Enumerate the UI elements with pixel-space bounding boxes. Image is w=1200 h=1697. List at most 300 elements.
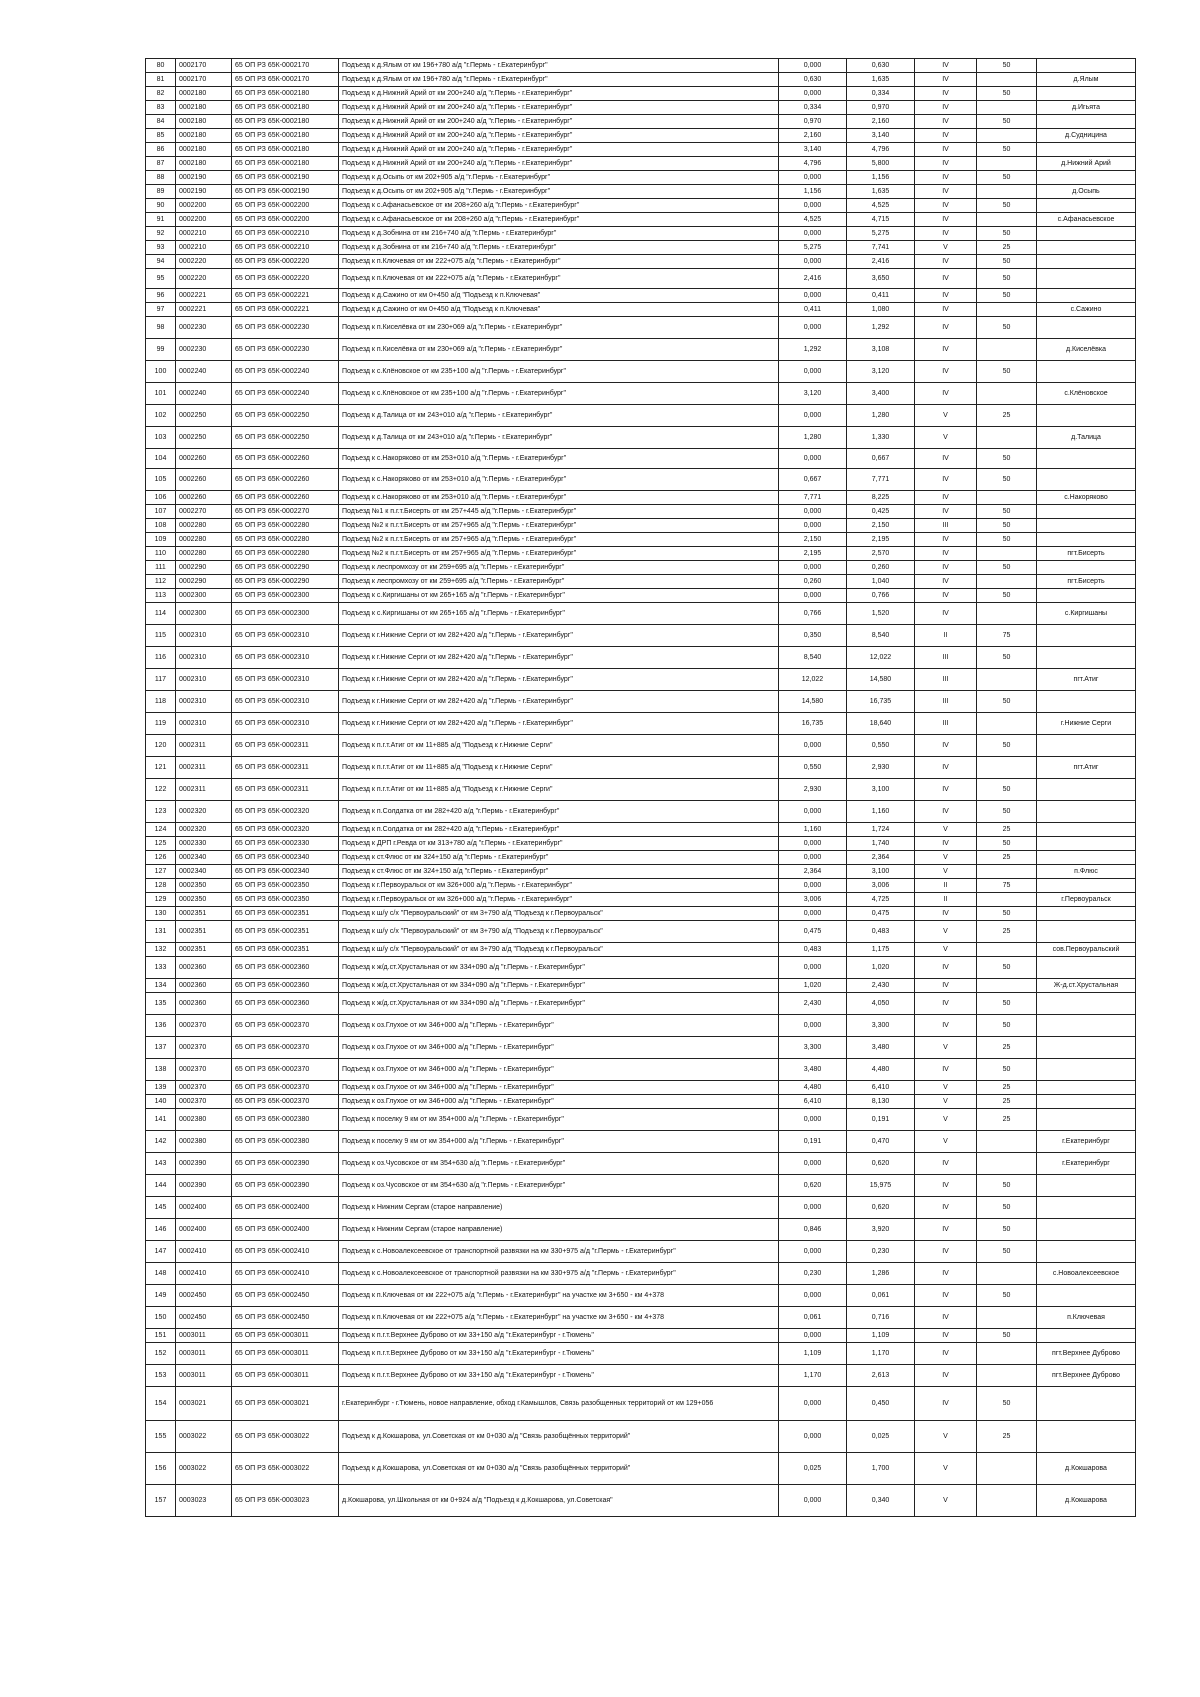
settlement-cell	[1037, 1197, 1136, 1219]
speed-limit-cell: 50	[977, 533, 1037, 547]
speed-limit-cell: 50	[977, 801, 1037, 823]
road-name-cell: Подъезд к д.Ялым от км 196+780 а/д "г.Пермь - г.Екатеринбург"	[339, 73, 779, 87]
road-code-cell: 65 ОП РЗ 65К-0002350	[232, 893, 339, 907]
road-name-cell: Подъезд к ш/у с/х "Первоуральский" от км 3+790 а/д "Подъезд к г.Первоуральск"	[339, 921, 779, 943]
km-end-cell: 2,570	[847, 547, 915, 561]
road-category-cell: II	[915, 625, 977, 647]
km-start-cell: 8,540	[779, 647, 847, 669]
road-category-cell: IV	[915, 907, 977, 921]
table-row	[146, 907, 1136, 921]
road-code-cell: 65 ОП РЗ 65К-0002340	[232, 865, 339, 879]
road-id-cell: 0002290	[176, 575, 232, 589]
km-end-cell: 1,330	[847, 427, 915, 449]
road-category-cell: IV	[915, 1307, 977, 1329]
road-id-cell: 0002370	[176, 1037, 232, 1059]
road-name-cell: д.Кокшарова, ул.Школьная от км 0+924 а/д "Подъезд к д.Кокшарова, ул.Советская"	[339, 1485, 779, 1517]
road-category-cell: IV	[915, 469, 977, 491]
road-category-cell: V	[915, 1081, 977, 1095]
speed-limit-cell: 25	[977, 823, 1037, 837]
road-category-cell: IV	[915, 59, 977, 73]
road-category-cell: IV	[915, 801, 977, 823]
table-row	[146, 227, 1136, 241]
speed-limit-cell: 50	[977, 505, 1037, 519]
road-id-cell: 0002210	[176, 241, 232, 255]
row-number-cell: 97	[146, 303, 176, 317]
row-number-cell: 110	[146, 547, 176, 561]
table-row	[146, 129, 1136, 143]
km-end-cell: 1,635	[847, 185, 915, 199]
road-id-cell: 0002300	[176, 603, 232, 625]
row-number-cell: 115	[146, 625, 176, 647]
row-number-cell: 123	[146, 801, 176, 823]
km-start-cell: 0,000	[779, 1197, 847, 1219]
km-start-cell: 1,292	[779, 339, 847, 361]
settlement-cell: п.Ключевая	[1037, 1307, 1136, 1329]
road-id-cell: 0002280	[176, 519, 232, 533]
road-category-cell: IV	[915, 1015, 977, 1037]
road-name-cell: Подъезд к д.Талица от км 243+010 а/д "г.Пермь - г.Екатеринбург"	[339, 427, 779, 449]
km-start-cell: 1,170	[779, 1365, 847, 1387]
km-start-cell: 2,160	[779, 129, 847, 143]
road-name-cell: Подъезд к ст.Флюс от км 324+150 а/д "г.Пермь - г.Екатеринбург"	[339, 865, 779, 879]
road-code-cell: 65 ОП РЗ 65К-0002360	[232, 979, 339, 993]
road-id-cell: 0002370	[176, 1015, 232, 1037]
km-end-cell: 15,975	[847, 1175, 915, 1197]
road-name-cell: Подъезд к г.Нижние Серги от км 282+420 а/д "г.Пермь - г.Екатеринбург"	[339, 625, 779, 647]
speed-limit-cell: 50	[977, 993, 1037, 1015]
road-name-cell: Подъезд к д.Нижний Арий от км 200+240 а/д "г.Пермь - г.Екатеринбург"	[339, 87, 779, 101]
table-row	[146, 469, 1136, 491]
speed-limit-cell: 50	[977, 171, 1037, 185]
km-start-cell: 0,667	[779, 469, 847, 491]
road-code-cell: 65 ОП РЗ 65К-0002400	[232, 1219, 339, 1241]
speed-limit-cell	[977, 1343, 1037, 1365]
settlement-cell: д.Судницина	[1037, 129, 1136, 143]
row-number-cell: 154	[146, 1387, 176, 1421]
speed-limit-cell	[977, 1453, 1037, 1485]
row-number-cell: 147	[146, 1241, 176, 1263]
road-code-cell: 65 ОП РЗ 65К-0002310	[232, 691, 339, 713]
road-id-cell: 0002190	[176, 171, 232, 185]
road-id-cell: 0002351	[176, 943, 232, 957]
road-name-cell: Подъезд к п.Киселёвка от км 230+069 а/д "г.Пермь - г.Екатеринбург"	[339, 317, 779, 339]
km-end-cell: 3,120	[847, 361, 915, 383]
table-row	[146, 713, 1136, 735]
road-code-cell: 65 ОП РЗ 65К-0003011	[232, 1329, 339, 1343]
table-row	[146, 691, 1136, 713]
row-number-cell: 99	[146, 339, 176, 361]
km-end-cell: 1,520	[847, 603, 915, 625]
settlement-cell	[1037, 289, 1136, 303]
road-category-cell: IV	[915, 1343, 977, 1365]
speed-limit-cell: 25	[977, 851, 1037, 865]
road-code-cell: 65 ОП РЗ 65К-0002200	[232, 199, 339, 213]
km-end-cell: 0,550	[847, 735, 915, 757]
road-category-cell: IV	[915, 199, 977, 213]
km-start-cell: 0,970	[779, 115, 847, 129]
road-id-cell: 0002360	[176, 957, 232, 979]
row-number-cell: 138	[146, 1059, 176, 1081]
road-name-cell: Подъезд к Нижним Сергам (старое направление)	[339, 1219, 779, 1241]
km-start-cell: 1,109	[779, 1343, 847, 1365]
settlement-cell	[1037, 533, 1136, 547]
road-code-cell: 65 ОП РЗ 65К-0002170	[232, 73, 339, 87]
road-category-cell: V	[915, 823, 977, 837]
km-end-cell: 2,430	[847, 979, 915, 993]
table-row	[146, 1307, 1136, 1329]
road-category-cell: IV	[915, 1365, 977, 1387]
km-end-cell: 0,483	[847, 921, 915, 943]
row-number-cell: 157	[146, 1485, 176, 1517]
road-name-cell: Подъезд к ж/д.ст.Хрустальная от км 334+090 а/д "г.Пермь - г.Екатеринбург"	[339, 993, 779, 1015]
settlement-cell: д.Кокшарова	[1037, 1453, 1136, 1485]
speed-limit-cell: 25	[977, 1109, 1037, 1131]
road-category-cell: IV	[915, 837, 977, 851]
road-name-cell: Подъезд к ст.Флюс от км 324+150 а/д "г.Пермь - г.Екатеринбург"	[339, 851, 779, 865]
table-row	[146, 87, 1136, 101]
speed-limit-cell	[977, 303, 1037, 317]
speed-limit-cell	[977, 1131, 1037, 1153]
road-code-cell: 65 ОП РЗ 65К-0002370	[232, 1095, 339, 1109]
road-code-cell: 65 ОП РЗ 65К-0002210	[232, 241, 339, 255]
settlement-cell	[1037, 241, 1136, 255]
km-start-cell: 4,480	[779, 1081, 847, 1095]
km-start-cell: 0,000	[779, 519, 847, 533]
row-number-cell: 142	[146, 1131, 176, 1153]
road-category-cell: V	[915, 427, 977, 449]
road-category-cell: IV	[915, 491, 977, 505]
km-end-cell: 7,771	[847, 469, 915, 491]
table-row	[146, 449, 1136, 469]
speed-limit-cell: 50	[977, 87, 1037, 101]
road-code-cell: 65 ОП РЗ 65К-0003011	[232, 1365, 339, 1387]
road-category-cell: IV	[915, 1059, 977, 1081]
settlement-cell	[1037, 851, 1136, 865]
road-category-cell: IV	[915, 383, 977, 405]
road-name-cell: Подъезд к оз.Глухое от км 346+000 а/д "г.Пермь - г.Екатеринбург"	[339, 1081, 779, 1095]
road-name-cell: Подъезд к с.Киргишаны от км 265+165 а/д "г.Пермь - г.Екатеринбург"	[339, 589, 779, 603]
speed-limit-cell: 50	[977, 1197, 1037, 1219]
table-row	[146, 943, 1136, 957]
km-end-cell: 0,340	[847, 1485, 915, 1517]
settlement-cell	[1037, 59, 1136, 73]
road-name-cell: Подъезд к д.Кокшарова, ул.Советская от км 0+030 а/д "Связь разобщённых территорий"	[339, 1453, 779, 1485]
row-number-cell: 145	[146, 1197, 176, 1219]
row-number-cell: 125	[146, 837, 176, 851]
settlement-cell	[1037, 115, 1136, 129]
road-category-cell: IV	[915, 339, 977, 361]
road-id-cell: 0002370	[176, 1081, 232, 1095]
road-code-cell: 65 ОП РЗ 65К-0002180	[232, 157, 339, 171]
road-id-cell: 0002260	[176, 491, 232, 505]
km-end-cell: 1,109	[847, 1329, 915, 1343]
settlement-cell	[1037, 1037, 1136, 1059]
road-name-cell: Подъезд к п.г.т.Атиг от км 11+885 а/д "Подъезд к г.Нижние Серги"	[339, 757, 779, 779]
km-end-cell: 0,620	[847, 1197, 915, 1219]
road-name-cell: Подъезд к г.Первоуральск от км 326+000 а/д "г.Пермь - г.Екатеринбург"	[339, 893, 779, 907]
road-id-cell: 0002311	[176, 757, 232, 779]
road-id-cell: 0002260	[176, 449, 232, 469]
km-start-cell: 1,280	[779, 427, 847, 449]
km-start-cell: 0,000	[779, 1153, 847, 1175]
road-id-cell: 0002200	[176, 213, 232, 227]
road-code-cell: 65 ОП РЗ 65К-0002320	[232, 801, 339, 823]
km-start-cell: 0,000	[779, 879, 847, 893]
km-end-cell: 5,800	[847, 157, 915, 171]
road-id-cell: 0002300	[176, 589, 232, 603]
road-name-cell: Подъезд к с.Накоряково от км 253+010 а/д "г.Пермь - г.Екатеринбург"	[339, 469, 779, 491]
row-number-cell: 155	[146, 1421, 176, 1453]
table-row	[146, 339, 1136, 361]
km-end-cell: 3,140	[847, 129, 915, 143]
road-category-cell: IV	[915, 561, 977, 575]
speed-limit-cell	[977, 1365, 1037, 1387]
road-code-cell: 65 ОП РЗ 65К-0002290	[232, 561, 339, 575]
road-id-cell: 0002340	[176, 865, 232, 879]
km-end-cell: 0,475	[847, 907, 915, 921]
road-code-cell: 65 ОП РЗ 65К-0002180	[232, 101, 339, 115]
row-number-cell: 150	[146, 1307, 176, 1329]
road-code-cell: 65 ОП РЗ 65К-0003022	[232, 1421, 339, 1453]
road-id-cell: 0002180	[176, 129, 232, 143]
road-id-cell: 0003021	[176, 1387, 232, 1421]
road-name-cell: Подъезд к д.Нижний Арий от км 200+240 а/д "г.Пермь - г.Екатеринбург"	[339, 101, 779, 115]
road-code-cell: 65 ОП РЗ 65К-0002370	[232, 1037, 339, 1059]
km-end-cell: 3,100	[847, 779, 915, 801]
road-category-cell: IV	[915, 317, 977, 339]
row-number-cell: 118	[146, 691, 176, 713]
km-start-cell: 1,160	[779, 823, 847, 837]
road-category-cell: IV	[915, 779, 977, 801]
row-number-cell: 126	[146, 851, 176, 865]
km-start-cell: 14,580	[779, 691, 847, 713]
km-start-cell: 0,000	[779, 171, 847, 185]
speed-limit-cell: 50	[977, 255, 1037, 269]
row-number-cell: 109	[146, 533, 176, 547]
km-start-cell: 0,000	[779, 1015, 847, 1037]
settlement-cell	[1037, 1387, 1136, 1421]
road-id-cell: 0002350	[176, 879, 232, 893]
road-code-cell: 65 ОП РЗ 65К-0002310	[232, 669, 339, 691]
road-id-cell: 0002410	[176, 1263, 232, 1285]
road-name-cell: Подъезд к п.г.т.Верхнее Дуброво от км 33+150 а/д "г.Екатеринбург - г.Тюмень"	[339, 1343, 779, 1365]
settlement-cell: г.Екатеринбург	[1037, 1153, 1136, 1175]
road-category-cell: IV	[915, 157, 977, 171]
speed-limit-cell: 50	[977, 115, 1037, 129]
row-number-cell: 89	[146, 185, 176, 199]
row-number-cell: 82	[146, 87, 176, 101]
road-name-cell: Подъезд к д.Осыпь от км 202+905 а/д "г.Пермь - г.Екатеринбург"	[339, 171, 779, 185]
speed-limit-cell: 50	[977, 449, 1037, 469]
km-end-cell: 2,195	[847, 533, 915, 547]
road-name-cell: Подъезд к с.Клёновское от км 235+100 а/д "г.Пермь - г.Екатеринбург"	[339, 361, 779, 383]
road-name-cell: Подъезд к оз.Глухое от км 346+000 а/д "г.Пермь - г.Екатеринбург"	[339, 1015, 779, 1037]
speed-limit-cell: 50	[977, 735, 1037, 757]
speed-limit-cell	[977, 213, 1037, 227]
road-code-cell: 65 ОП РЗ 65К-0002200	[232, 213, 339, 227]
settlement-cell	[1037, 199, 1136, 213]
road-name-cell: Подъезд к оз.Чусовское от км 354+630 а/д "г.Пермь - г.Екатеринбург"	[339, 1175, 779, 1197]
road-code-cell: 65 ОП РЗ 65К-0002240	[232, 383, 339, 405]
road-id-cell: 0002390	[176, 1153, 232, 1175]
speed-limit-cell: 50	[977, 317, 1037, 339]
table-row	[146, 575, 1136, 589]
road-category-cell: IV	[915, 757, 977, 779]
table-row	[146, 865, 1136, 879]
road-id-cell: 0002310	[176, 647, 232, 669]
road-name-cell: Подъезд к д.Сажино от км 0+450 а/д "Подъезд к п.Ключевая"	[339, 289, 779, 303]
road-category-cell: IV	[915, 73, 977, 87]
road-category-cell: IV	[915, 1329, 977, 1343]
row-number-cell: 95	[146, 269, 176, 289]
road-category-cell: IV	[915, 361, 977, 383]
settlement-cell: пгт.Бисерть	[1037, 547, 1136, 561]
table-row	[146, 361, 1136, 383]
table-row	[146, 289, 1136, 303]
row-number-cell: 85	[146, 129, 176, 143]
table-row	[146, 879, 1136, 893]
table-row	[146, 1387, 1136, 1421]
road-id-cell: 0002410	[176, 1241, 232, 1263]
road-category-cell: IV	[915, 129, 977, 143]
road-category-cell: IV	[915, 227, 977, 241]
road-code-cell: 65 ОП РЗ 65К-0002180	[232, 87, 339, 101]
road-name-cell: Подъезд к с.Афанасьевское от км 208+260 а/д "г.Пермь - г.Екатеринбург"	[339, 213, 779, 227]
road-id-cell: 0002250	[176, 405, 232, 427]
km-start-cell: 0,475	[779, 921, 847, 943]
road-category-cell: IV	[915, 1263, 977, 1285]
speed-limit-cell: 50	[977, 199, 1037, 213]
speed-limit-cell: 50	[977, 647, 1037, 669]
settlement-cell: д.Киселёвка	[1037, 339, 1136, 361]
km-end-cell: 18,640	[847, 713, 915, 735]
table-row	[146, 603, 1136, 625]
settlement-cell: с.Накоряково	[1037, 491, 1136, 505]
table-row	[146, 59, 1136, 73]
road-code-cell: 65 ОП РЗ 65К-0002300	[232, 589, 339, 603]
km-end-cell: 4,525	[847, 199, 915, 213]
road-code-cell: 65 ОП РЗ 65К-0002180	[232, 143, 339, 157]
speed-limit-cell: 50	[977, 59, 1037, 73]
settlement-cell	[1037, 469, 1136, 491]
km-start-cell: 0,000	[779, 505, 847, 519]
row-number-cell: 81	[146, 73, 176, 87]
row-number-cell: 149	[146, 1285, 176, 1307]
road-category-cell: III	[915, 519, 977, 533]
road-code-cell: 65 ОП РЗ 65К-0002230	[232, 317, 339, 339]
settlement-cell	[1037, 1081, 1136, 1095]
settlement-cell	[1037, 1219, 1136, 1241]
row-number-cell: 119	[146, 713, 176, 735]
road-code-cell: 65 ОП РЗ 65К-0002380	[232, 1131, 339, 1153]
speed-limit-cell: 50	[977, 957, 1037, 979]
table-row	[146, 823, 1136, 837]
km-start-cell: 0,000	[779, 227, 847, 241]
road-name-cell: Подъезд к с.Киргишаны от км 265+165 а/д "г.Пермь - г.Екатеринбург"	[339, 603, 779, 625]
table-row	[146, 1015, 1136, 1037]
road-id-cell: 0002230	[176, 339, 232, 361]
km-end-cell: 0,620	[847, 1153, 915, 1175]
settlement-cell	[1037, 801, 1136, 823]
settlement-cell: с.Киргишаны	[1037, 603, 1136, 625]
road-category-cell: IV	[915, 101, 977, 115]
row-number-cell: 148	[146, 1263, 176, 1285]
speed-limit-cell: 50	[977, 1219, 1037, 1241]
table-row	[146, 1175, 1136, 1197]
road-id-cell: 0002260	[176, 469, 232, 491]
settlement-cell	[1037, 561, 1136, 575]
road-name-cell: Подъезд к п.Ключевая от км 222+075 а/д "г.Пермь - г.Екатеринбург" на участке км 3+650 - км 4+378	[339, 1307, 779, 1329]
table-row	[146, 921, 1136, 943]
settlement-cell	[1037, 823, 1136, 837]
row-number-cell: 133	[146, 957, 176, 979]
table-row	[146, 1421, 1136, 1453]
road-category-cell: IV	[915, 1175, 977, 1197]
km-start-cell: 4,796	[779, 157, 847, 171]
speed-limit-cell: 50	[977, 691, 1037, 713]
road-name-cell: Подъезд №2 к п.г.т.Бисерть от км 257+965 а/д "г.Пермь - г.Екатеринбург"	[339, 547, 779, 561]
row-number-cell: 130	[146, 907, 176, 921]
table-row	[146, 957, 1136, 979]
road-category-cell: IV	[915, 505, 977, 519]
table-row	[146, 893, 1136, 907]
settlement-cell: д.Нижний Арий	[1037, 157, 1136, 171]
table-row	[146, 491, 1136, 505]
km-end-cell: 7,741	[847, 241, 915, 255]
road-name-cell: Подъезд к с.Новоалексеевское от транспортной развязки на км 330+975 а/д "г.Пермь - г.Екатеринбург"	[339, 1263, 779, 1285]
road-id-cell: 0002310	[176, 691, 232, 713]
settlement-cell: г.Нижние Серги	[1037, 713, 1136, 735]
speed-limit-cell	[977, 185, 1037, 199]
road-id-cell: 0002170	[176, 59, 232, 73]
settlement-cell: Ж-д.ст.Хрустальная	[1037, 979, 1136, 993]
road-id-cell: 0002311	[176, 735, 232, 757]
settlement-cell	[1037, 691, 1136, 713]
km-start-cell: 0,000	[779, 1387, 847, 1421]
road-code-cell: 65 ОП РЗ 65К-0002290	[232, 575, 339, 589]
table-row	[146, 171, 1136, 185]
settlement-cell: с.Афанасьевское	[1037, 213, 1136, 227]
speed-limit-cell	[977, 547, 1037, 561]
row-number-cell: 135	[146, 993, 176, 1015]
settlement-cell: пгт.Верхнее Дуброво	[1037, 1365, 1136, 1387]
row-number-cell: 121	[146, 757, 176, 779]
road-name-cell: Подъезд к ш/у с/х "Первоуральский" от км 3+790 а/д "Подъезд к г.Первоуральск"	[339, 943, 779, 957]
row-number-cell: 105	[146, 469, 176, 491]
km-end-cell: 0,191	[847, 1109, 915, 1131]
road-code-cell: 65 ОП РЗ 65К-0002180	[232, 115, 339, 129]
speed-limit-cell: 50	[977, 143, 1037, 157]
row-number-cell: 128	[146, 879, 176, 893]
km-end-cell: 0,716	[847, 1307, 915, 1329]
settlement-cell	[1037, 1109, 1136, 1131]
km-end-cell: 0,025	[847, 1421, 915, 1453]
table-row	[146, 801, 1136, 823]
km-start-cell: 0,000	[779, 255, 847, 269]
settlement-cell	[1037, 255, 1136, 269]
km-start-cell: 0,000	[779, 87, 847, 101]
speed-limit-cell	[977, 1307, 1037, 1329]
road-id-cell: 0002180	[176, 157, 232, 171]
road-id-cell: 0002221	[176, 303, 232, 317]
km-start-cell: 1,156	[779, 185, 847, 199]
table-row	[146, 561, 1136, 575]
road-name-cell: Подъезд №1 к п.г.т.Бисерть от км 257+445 а/д "г.Пермь - г.Екатеринбург"	[339, 505, 779, 519]
speed-limit-cell	[977, 101, 1037, 115]
table-row	[146, 1263, 1136, 1285]
road-code-cell: 65 ОП РЗ 65К-0002320	[232, 823, 339, 837]
row-number-cell: 92	[146, 227, 176, 241]
